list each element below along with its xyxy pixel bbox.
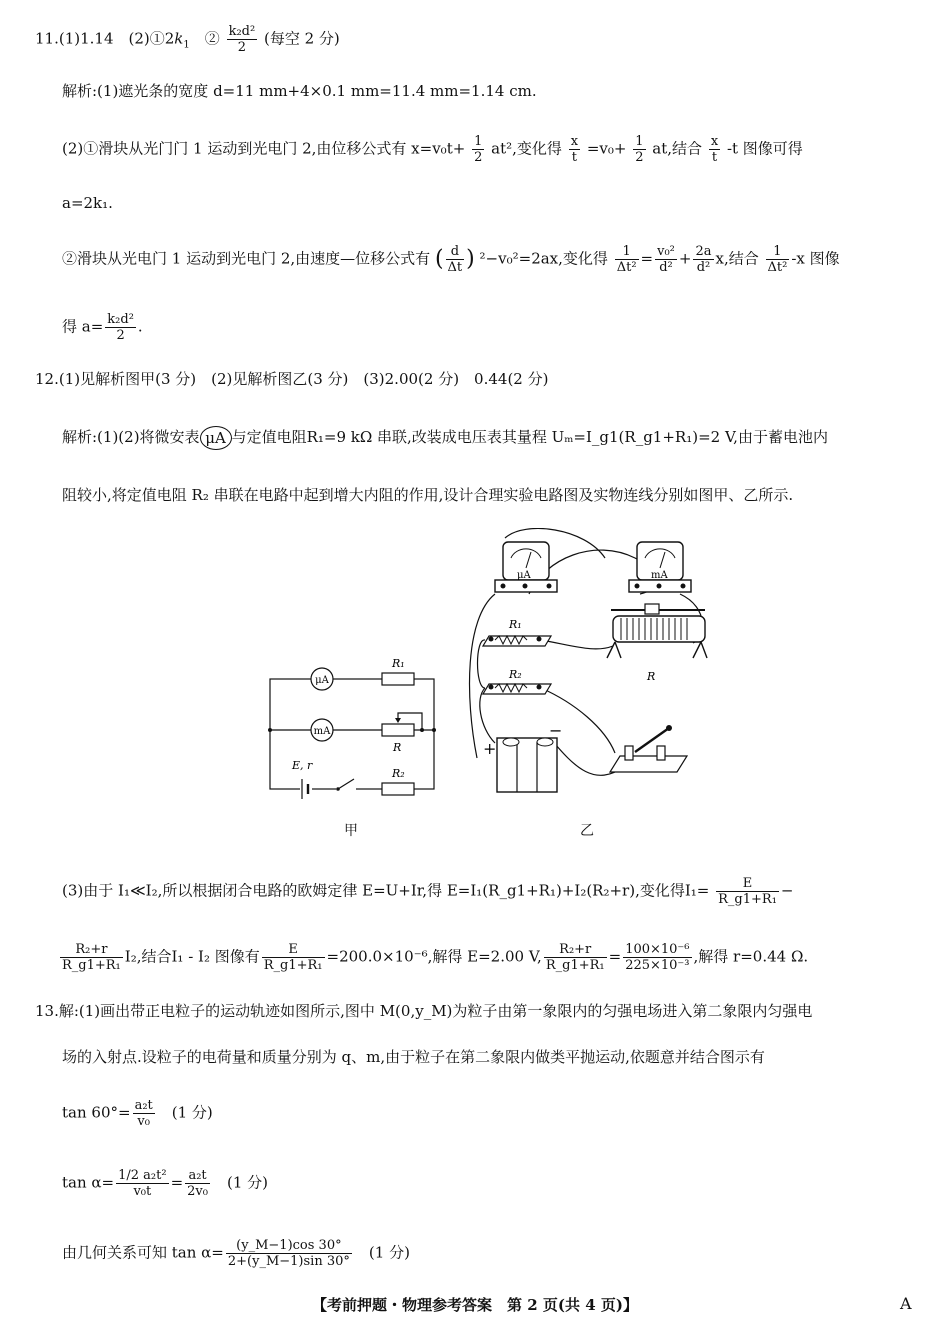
fraction-k2d2-over-2: $\frac{\text{k₂d²}}{2}$ [228,24,256,55]
svg-text:mA: mA [651,570,668,581]
switch-device [610,725,687,772]
r2-label: R₂ [392,767,405,780]
battery-label: E, r [292,759,313,772]
resistor-r1-board [483,618,551,646]
rheostat-device [607,604,707,683]
microammeter-device [495,542,557,592]
resistor-r2-board [483,668,551,694]
battery-minus: − [549,721,563,740]
caption-yi: 乙 [580,823,594,839]
q11-solution-3-result: 得 a= $\frac{\text{k₂d²}}{2}$ . [62,312,143,343]
milliammeter-device [629,542,691,592]
q11-solution-2-result: a=2k₁. [62,194,113,212]
q13-tan-alpha: tan α= $\frac{\text{1/2 a₂t²}}{\text{v₀t}}$ = $\frac{\text{a₂t}}{\text{2v₀}}$ (1 分) [62,1168,269,1199]
resistor-r2 [382,783,414,795]
r1-label: R₁ [392,657,405,670]
page-footer: 【考前押题・物理参考答案 第 2 页(共 4 页)】 [312,1296,638,1314]
uA-label: μA [315,675,329,686]
svg-text:R₂: R₂ [509,668,522,681]
caption-jia: 甲 [344,823,358,839]
q12-answer: 12.(1)见解析图甲(3 分) (2)见解析图乙(3 分) (3)2.00(2 分) 0.44(2 分) [35,370,549,388]
q13-tan60: tan 60°= $\frac{\text{a₂t}}{\text{v₀}}$ (1 分) [62,1098,213,1129]
battery-device [483,721,562,792]
q12-solution-1: 解析:(1)(2)将微安表 μA 与定值电阻R₁=9 kΩ 串联,改装成电压表其量程 Uₘ=I_g1(R_g1+R₁)=2 V,由于蓄电池内 [62,426,828,450]
resistor-r1 [382,673,414,685]
mA-label: mA [313,726,331,737]
q12-solution-1b: 阻较小,将定值电阻 R₂ 串联在电路中起到增大内阻的作用,设计合理实验电路图及实物连线分别如图甲、乙所示. [62,486,794,504]
version-mark: A [900,1294,912,1313]
rheostat-r [382,724,414,736]
q12-solution-3: (3)由于 I₁≪I₂,所以根据闭合电路的欧姆定律 E=U+Ir,得 E=I₁(R_g1+R₁)+I₂(R₂+r),变化得I₁= $\frac{E}{\text{R\_g1+R₁}}$ − [62,876,794,907]
q11-solution-3: ②滑块从光电门 1 运动到光电门 2,由速度—位移公式有 ( $\frac{d}{\Delta t}$ ) ²−v₀²=2ax,变化得 $\frac{1}{\text{Δt²}}$ = $\frac{\text{v₀²}}{\text{d²}}$ + $\frac{2a}{\text{d²}}$ x,结合 $\frac{1}{\text{Δt²}}$ -x 图像 [62,244,840,275]
microammeter-symbol: μA [200,426,232,450]
wiring-photo-yi [465,528,710,796]
battery-plus: + [483,739,497,758]
q13-geometry: 由几何关系可知 tan α= $\frac{(y\_M-1)\cos 30^\circ}{2+(y\_M-1)\sin 30^\circ}$ (1 分) [62,1238,410,1269]
svg-text:R: R [647,670,656,683]
r-label: R [393,741,402,754]
svg-text:μA: μA [517,570,531,581]
svg-text:R₁: R₁ [509,618,522,631]
circuit-diagram-jia [262,655,442,800]
q12-solution-3b: $\frac{\text{R₂+r}}{\text{R\_g1+R₁}}$ I₂,结合I₁ - I₂ 图像有 $\frac{E}{\text{R\_g1+R₁}}$ =200.0×10⁻⁶,解得 E=2.00 V, $\frac{\text{R₂+r}}{\text{R\_g1+R₁}}$ = $\frac{\text{100×10⁻⁶}}{\text{225×10⁻³}}$ ,解得 r=0.44 Ω. [62,942,809,973]
q11-solution-2: (2)①滑块从光门门 1 运动到光电门 2,由位移公式有 x=v₀t+ $\frac{1}{2}$ at²,变化得 $\frac{x}{t}$ =v₀+ $\frac{1}{2}$ at,结合 $\frac{x}{t}$ -t 图像可得 [62,134,803,165]
q11-solution-1: 解析:(1)遮光条的宽度 d=11 mm+4×0.1 mm=11.4 mm=1.14 cm. [62,82,537,100]
q13-line-1: 13.解:(1)画出带正电粒子的运动轨迹如图所示,图中 M(0,y_M)为粒子由第一象限内的匀强电场进入第二象限内匀强电 [35,1002,813,1020]
q13-line-2: 场的入射点.设粒子的电荷量和质量分别为 q、m,由于粒子在第二象限内做类平抛运动,依题意并结合图示有 [62,1048,765,1066]
q11-answer: 11.(1)1.14 $(2)①2k_1$ ② $\frac{\text{k₂d²}}{2}$ (每空 2 分) [35,24,340,55]
